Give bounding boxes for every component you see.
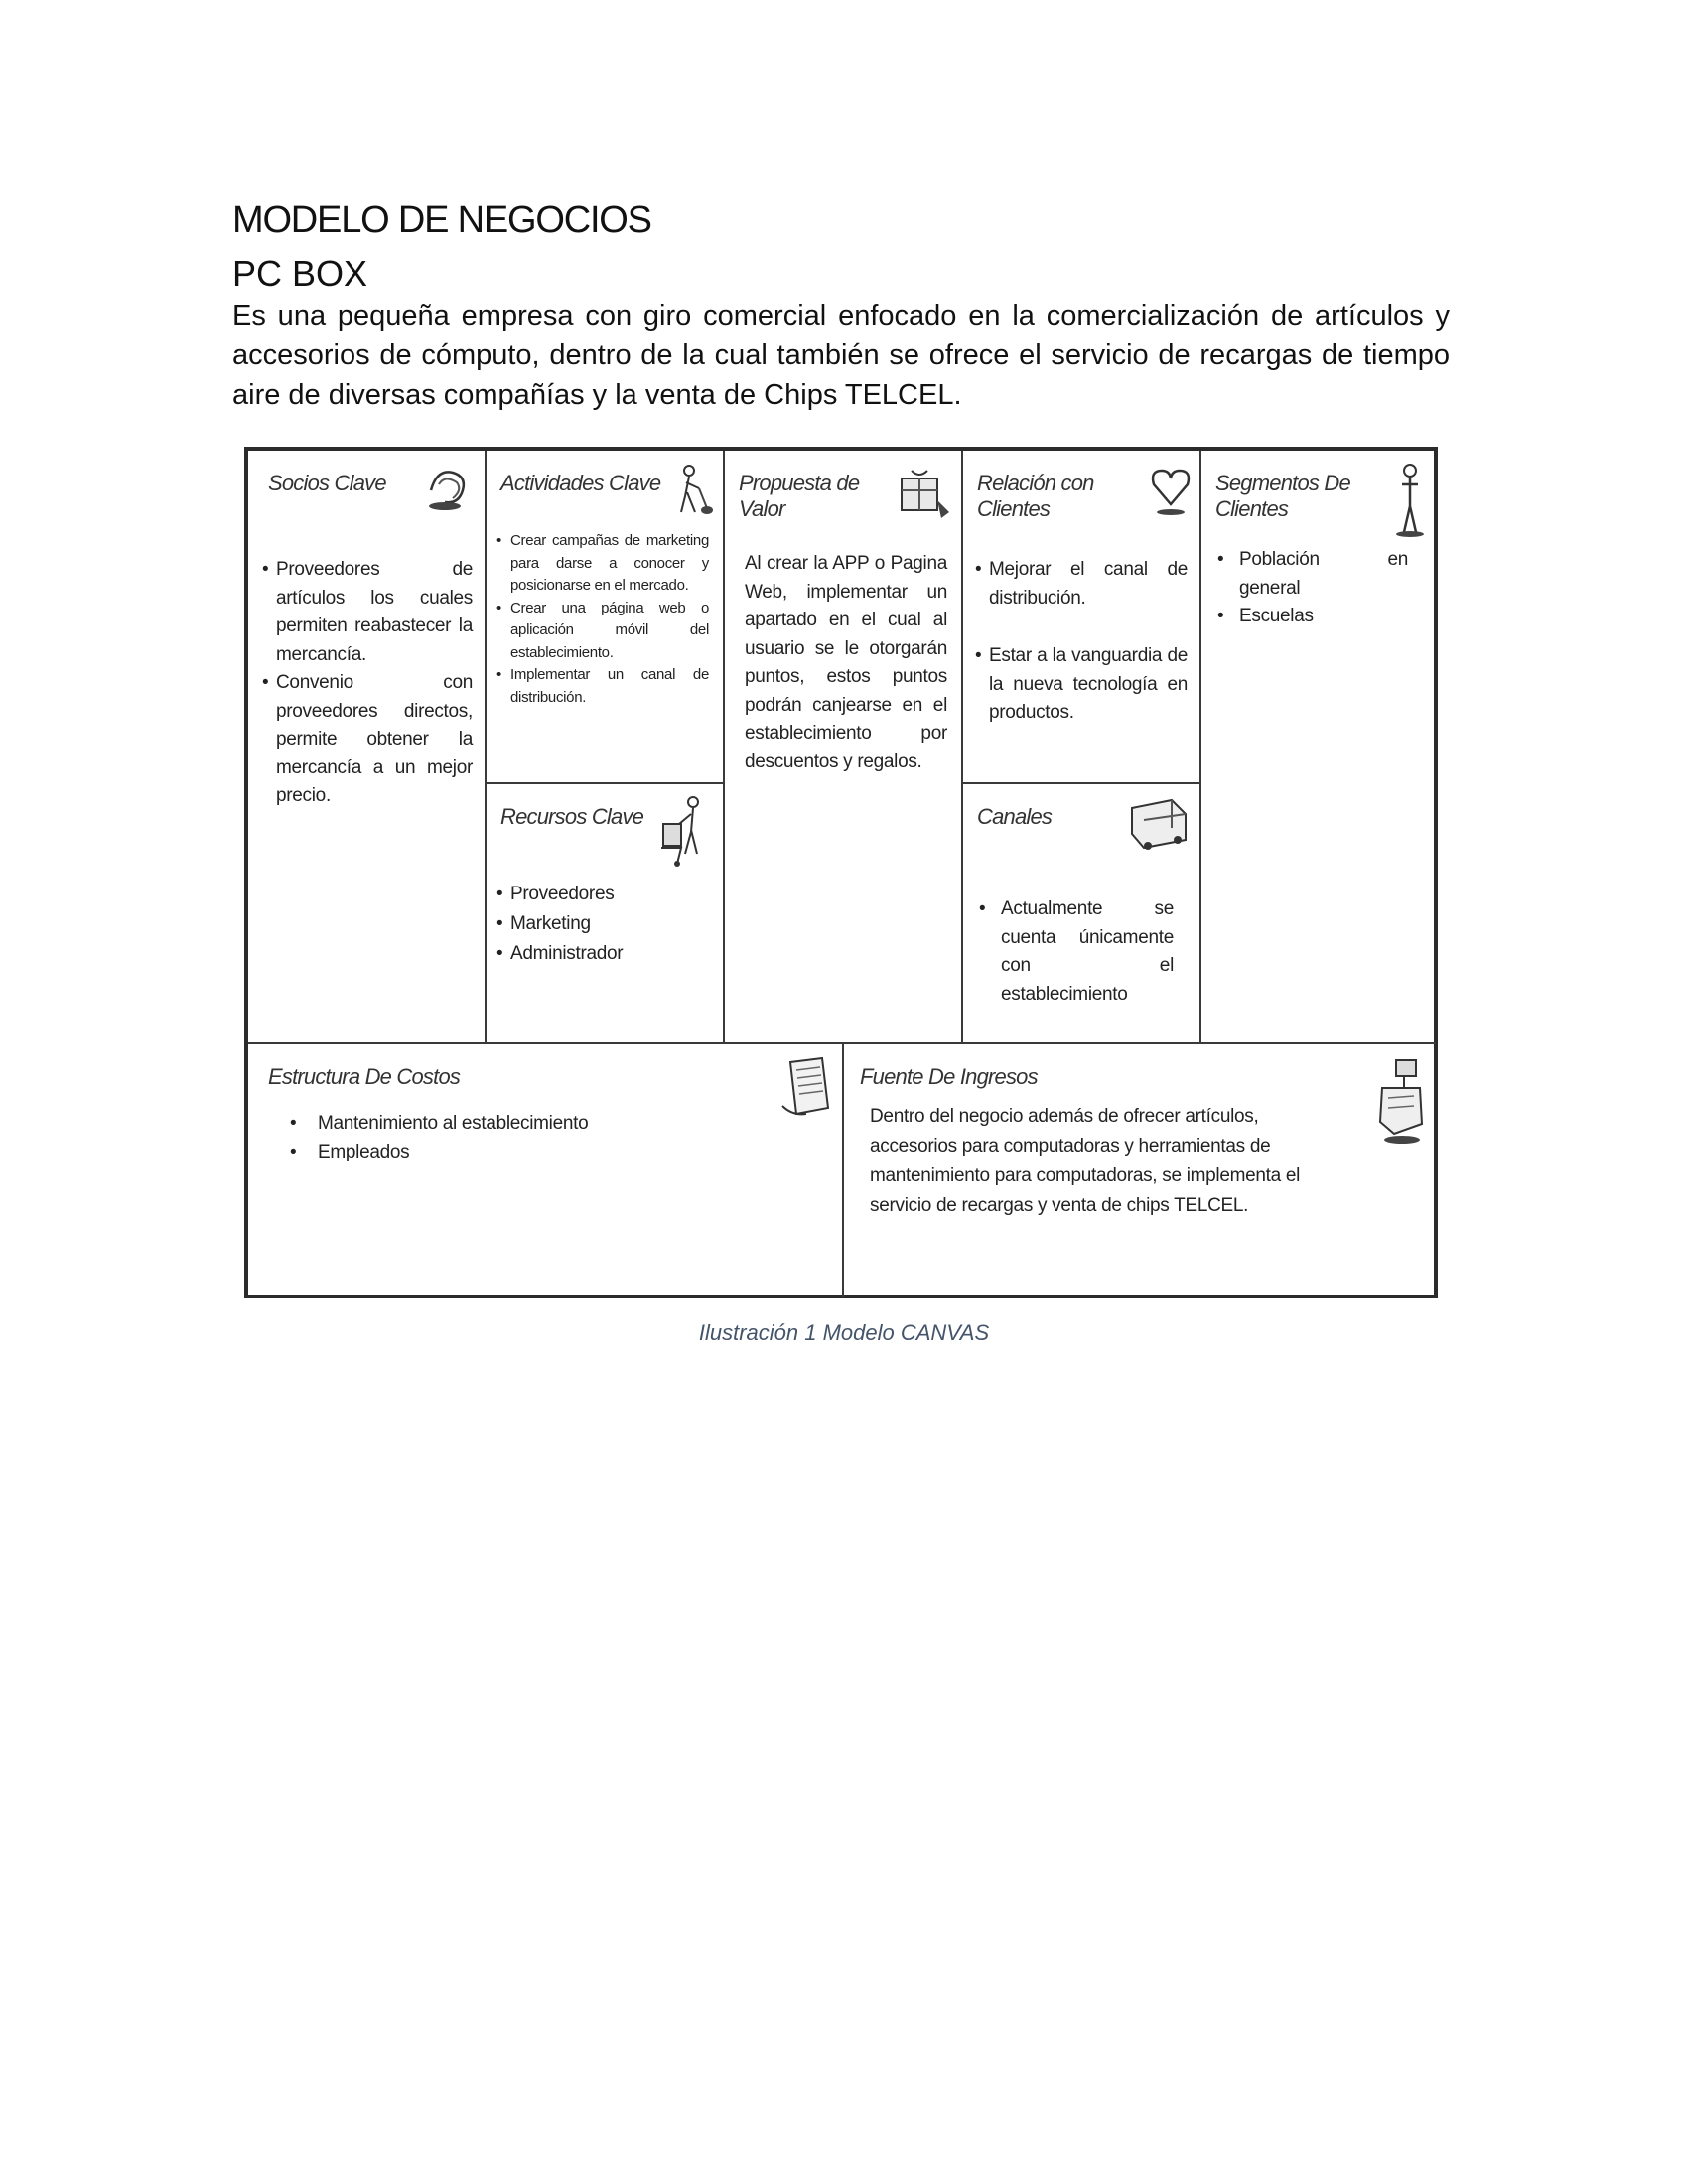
- cell-recursos-clave: [487, 784, 723, 1042]
- cell-socios-clave: [248, 451, 485, 1042]
- cell-title: Clientes: [1215, 496, 1289, 521]
- canvas-model: [244, 447, 1438, 1298]
- intro-paragraph: Es una pequeña empresa con giro comercial enfocado en la comercialización de artículos y accesorios de cómputo, dentro de la cual también se ofrece el servicio de recargas de tiempo aire de diversas compañías y la venta de Chips TELCEL.: [232, 300, 1450, 411]
- list-item: • Implementar un canal de distribución.: [496, 664, 709, 709]
- list-item: • Crear una página web o aplicación móvil del establecimiento.: [496, 598, 709, 665]
- document-title: MODELO DE NEGOCIOS: [232, 200, 651, 241]
- list-item: • Proveedores: [496, 880, 709, 909]
- list-item: • Actualmente se cuenta únicamente con el establecimiento: [975, 895, 1174, 1009]
- cell-canales: [963, 784, 1199, 1042]
- cell-title: Relación con: [977, 471, 1094, 495]
- list-item: • Estar a la vanguardia de la nueva tecnología en productos.: [975, 642, 1188, 728]
- cell-title: Propuesta de: [739, 471, 860, 495]
- list-item: • Proveedores de artículos los cuales permiten reabastecer la mercancía.: [262, 556, 473, 669]
- figure-caption: Ilustración 1 Modelo CANVAS: [698, 1320, 990, 1345]
- list-item: • Escuelas: [1213, 603, 1408, 631]
- receipt-icon: [776, 1054, 836, 1120]
- propuesta-text: Al crear la APP o Pagina Web, implementar un apartado en el cual al usuario se le otorgarán puntos, estos puntos podrán canjearse en el establecimiento por descuentos y regalos.: [745, 553, 947, 772]
- gift-icon: [894, 461, 953, 524]
- cell-fuente-ingresos: [844, 1044, 1436, 1297]
- cell-title: Valor: [739, 496, 785, 521]
- cell-title: Canales: [977, 804, 1053, 829]
- cell-estructura-costos: [248, 1044, 842, 1297]
- worker-with-dolly-icon: [655, 794, 711, 870]
- list-item: • Convenio con proveedores directos, permite obtener la mercancía a un mejor precio.: [262, 669, 473, 811]
- worker-icon: [671, 463, 715, 518]
- cell-title: Socios Clave: [268, 471, 386, 495]
- cell-title: Fuente De Ingresos: [860, 1064, 1038, 1089]
- cell-relacion-clientes: [963, 451, 1199, 782]
- person-icon: [1392, 463, 1428, 538]
- cash-register-icon: [1374, 1054, 1428, 1150]
- cell-title: Segmentos De: [1215, 471, 1350, 495]
- list-item: • Mejorar el canal de distribución.: [975, 556, 1188, 613]
- cell-title: Clientes: [977, 496, 1051, 521]
- cell-propuesta-valor: [725, 451, 961, 1042]
- cell-title: Estructura De Costos: [268, 1064, 461, 1089]
- list-item: • Crear campañas de marketing para darse a conocer y posicionarse en el mercado.: [496, 530, 709, 598]
- handshake-icon: [423, 461, 475, 514]
- list-item: • Empleados: [286, 1139, 723, 1167]
- cell-title: Recursos Clave: [500, 804, 644, 829]
- list-item: • Mantenimiento al establecimiento: [286, 1110, 723, 1139]
- list-item: • Población en general: [1213, 546, 1408, 603]
- list-item: • Administrador: [496, 939, 709, 969]
- cell-title: Actividades Clave: [500, 471, 661, 495]
- cell-segmentos-clientes: [1201, 451, 1436, 1042]
- list-item: • Marketing: [496, 909, 709, 939]
- ingresos-text: Dentro del negocio además de ofrecer artículos, accesorios para computadoras y herramientas de mantenimiento para computadoras, se implementa el servicio de recargas y venta de chips TELCEL.: [870, 1106, 1301, 1216]
- heart-icon: [1148, 463, 1194, 518]
- cell-actividades-clave: [487, 451, 723, 782]
- delivery-truck-icon: [1126, 794, 1192, 854]
- company-name: PC BOX: [232, 253, 368, 294]
